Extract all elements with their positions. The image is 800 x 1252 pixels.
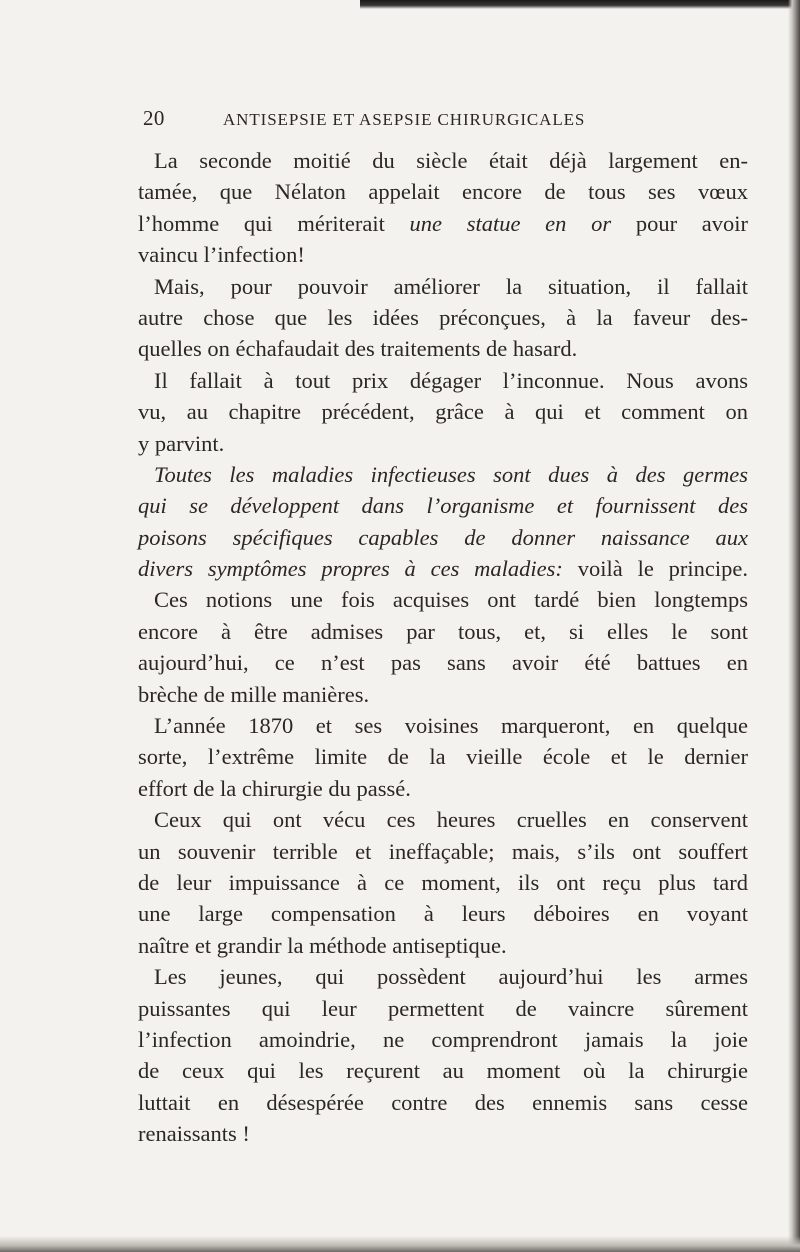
text-line: vaincu l’infection!	[138, 242, 305, 268]
text-line: naître et grandir la méthode antiseptique.	[138, 932, 507, 958]
running-title: ANTISEPSIE ET ASEPSIE CHIRURGICALES	[223, 110, 586, 129]
text-line: Les jeunes, qui possèdent aujourd’hui les armes	[154, 964, 748, 990]
page-number: 20	[143, 106, 165, 130]
text-line: un souvenir terrible et ineffaçable; mais, s’ils ont souffert	[138, 838, 748, 864]
text-line: brèche de mille manières.	[138, 681, 370, 707]
text-line: y parvint.	[138, 430, 225, 456]
text-line: sorte, l’extrême limite de la vieille école et le dernier	[138, 744, 748, 770]
text-line: aujourd’hui, ce n’est pas sans avoir été battues en	[138, 650, 748, 676]
text-line: La seconde moitié du siècle était déjà largement en-	[154, 148, 748, 173]
text-line: luttait en désespérée contre des ennemis sans cesse	[138, 1089, 748, 1115]
text-line: de leur impuissance à ce moment, ils ont reçu plus tard	[138, 869, 748, 895]
text-segment: pour avoir	[611, 210, 748, 236]
text-line: de ceux qui les reçurent au moment où la chirurgie	[138, 1058, 748, 1084]
text-line: une large compensation à leurs déboires en voyant	[138, 901, 748, 927]
text-line: autre chose que les idées préconçues, à la faveur des-	[138, 304, 748, 330]
text-line: quelles on échafaudait des traitements de hasard.	[138, 336, 578, 362]
text-segment: l’homme qui mériterait	[138, 210, 410, 236]
text-line: L’année 1870 et ses voisines marqueront, en quelque	[154, 713, 748, 739]
body-text	[138, 145, 748, 1150]
text-line: vu, au chapitre précédent, grâce à qui et comment on	[138, 399, 748, 425]
text-line: effort de la chirurgie du passé.	[138, 775, 411, 801]
text-line: tamée, que Nélaton appelait encore de tous ses vœux	[138, 179, 748, 205]
text-line: Il fallait à tout prix dégager l’inconnue. Nous avons	[154, 367, 748, 393]
text-line: encore à être admises par tous, et, si elles le sont	[138, 618, 748, 644]
text-line: qui se développent dans l’organisme et fournissent des	[138, 493, 748, 519]
italic-text: divers symptômes propres à ces maladies:	[138, 556, 563, 582]
text-line: l’infection amoindrie, ne comprendront jamais la joie	[138, 1026, 748, 1052]
page-edge-shadow-top	[360, 0, 800, 9]
page-edge-shadow-right	[788, 0, 800, 1252]
text-line: Ceux qui ont vécu ces heures cruelles en conservent	[154, 807, 748, 833]
text-line: renaissants !	[138, 1121, 250, 1147]
text-line	[138, 208, 748, 239]
text-line	[138, 553, 748, 584]
italic-text: une statue en or	[409, 210, 612, 236]
text-segment: voilà le principe.	[562, 556, 748, 582]
page-edge-shadow-bottom	[0, 1236, 800, 1252]
running-head	[143, 106, 743, 132]
text-line: puissantes qui leur permettent de vaincre sûrement	[138, 995, 748, 1021]
text-line: Toutes les maladies infectieuses sont dues à des germes	[154, 461, 748, 487]
text-line: Mais, pour pouvoir améliorer la situation, il fallait	[154, 273, 748, 299]
text-line: Ces notions une fois acquises ont tardé bien longtemps	[154, 587, 748, 613]
text-line: poisons spécifiques capables de donner naissance aux	[138, 524, 748, 550]
